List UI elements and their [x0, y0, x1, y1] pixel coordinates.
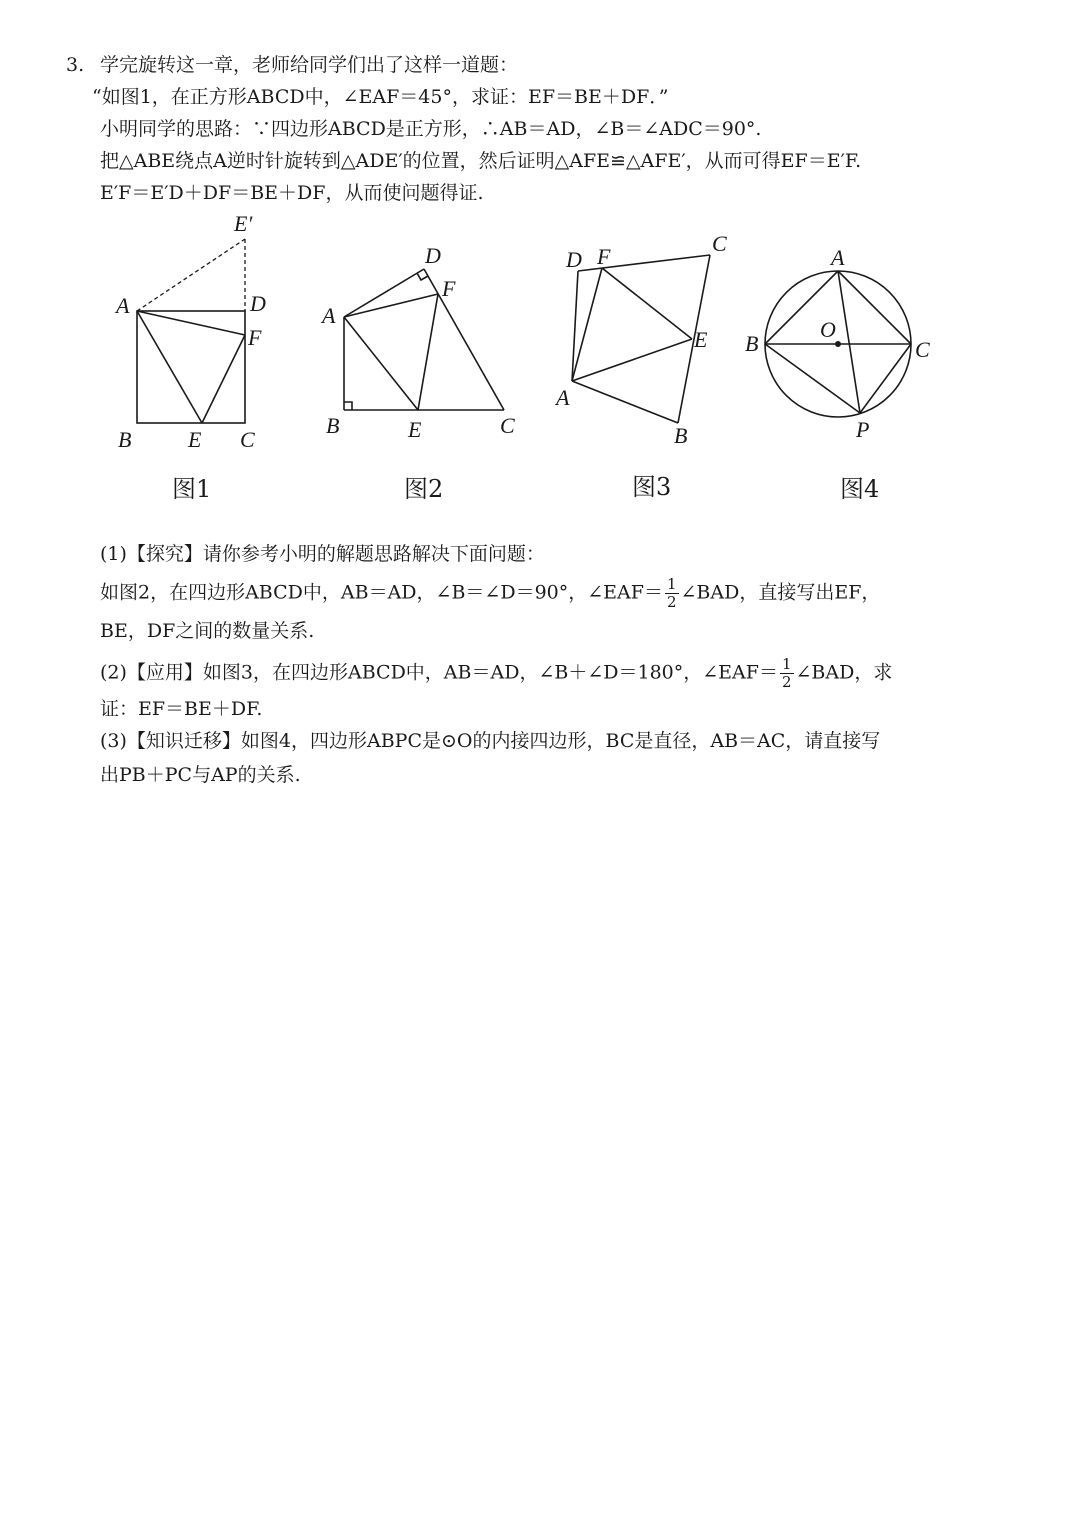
q1-line-2-pre: 如图2，在四边形ABCD中，AB＝AD，∠B＝∠D＝90°，∠EAF＝	[100, 581, 663, 604]
fig4-label-P: P	[856, 417, 870, 442]
fig3-label-D: D	[566, 247, 582, 272]
fig4-caption: 图4	[840, 475, 880, 503]
fig4-line-AC	[838, 271, 911, 344]
fig1-label-B: B	[118, 427, 132, 452]
fig2-line-AF	[344, 294, 438, 317]
fig4-label-C: C	[915, 337, 930, 362]
fig2-label-F: F	[442, 276, 456, 301]
fig3-line-AE	[572, 339, 692, 381]
q2-fraction	[780, 656, 794, 691]
fig2-line-EF	[418, 294, 438, 410]
figure-2	[320, 243, 515, 503]
fig2-line-AD	[344, 269, 424, 317]
fig3-label-A: A	[556, 385, 570, 410]
figure-3	[554, 231, 727, 501]
q1-line-2-post: ∠BAD，直接写出EF，	[680, 581, 881, 604]
figure-1	[114, 211, 266, 503]
q3-line-1: (3)【知识迁移】如图4，四边形ABPC是⊙O的内接四边形，BC是直径，AB＝AC，请直接写	[100, 730, 881, 752]
fig2-label-C: C	[500, 413, 515, 438]
q1-line-3: BE，DF之间的数量关系.	[100, 620, 315, 642]
problem-number: 3.	[66, 54, 85, 76]
fig3-label-F: F	[597, 244, 611, 269]
q2-line-2: 证：EF＝BE＋DF.	[100, 698, 263, 720]
fig4-line-CP	[860, 344, 911, 413]
fig3-label-C: C	[712, 231, 727, 256]
q1-line-1: (1)【探究】请你参考小明的解题思路解决下面问题：	[100, 543, 545, 565]
q2-line-1-post: ∠BAD，求	[795, 661, 893, 684]
figures-row	[100, 205, 1000, 515]
fig1-label-E1: E′	[234, 211, 253, 236]
fig2-line-AE	[344, 317, 418, 410]
fig4-label-O: O	[820, 317, 836, 342]
fig1-line-AF	[137, 311, 245, 335]
q2-frac-den: 2	[781, 673, 792, 691]
q1-line-2	[100, 576, 880, 611]
fig3-label-E: E	[694, 327, 708, 352]
fig1-line-EF	[202, 335, 245, 423]
fig4-label-A: A	[831, 245, 845, 270]
intro-line-1: 学完旋转这一章，老师给同学们出了这样一道题：	[100, 54, 519, 76]
q1-fraction	[665, 576, 679, 611]
figures-svg	[100, 205, 1000, 515]
fig2-right-angle-B	[344, 402, 352, 410]
q1-frac-num: 1	[666, 575, 677, 593]
fig1-label-C: C	[240, 427, 255, 452]
q1-frac-den: 2	[666, 593, 677, 611]
fig2-label-D: D	[425, 243, 441, 268]
q2-frac-num: 1	[781, 655, 792, 673]
fig4-center-dot	[835, 341, 841, 347]
intro-line-5: E′F＝E′D＋DF＝BE＋DF，从而使问题得证.	[100, 182, 484, 204]
fig2-caption: 图2	[404, 475, 444, 503]
fig4-line-BP	[765, 344, 860, 413]
fig4-line-AP	[838, 271, 860, 413]
q2-line-1	[100, 656, 892, 691]
fig1-label-E: E	[188, 427, 202, 452]
figure-4	[745, 245, 930, 503]
fig1-label-A: A	[116, 293, 130, 318]
fig2-label-B: B	[326, 413, 340, 438]
fig4-label-B: B	[745, 331, 759, 356]
fig2-label-A: A	[322, 303, 336, 328]
fig3-caption: 图3	[632, 473, 672, 501]
q2-line-1-pre: (2)【应用】如图3，在四边形ABCD中，AB＝AD，∠B＋∠D＝180°，∠EAF＝	[100, 661, 778, 684]
fig1-label-F: F	[248, 325, 262, 350]
fig1-label-D: D	[250, 291, 266, 316]
fig1-line-AE	[137, 311, 202, 423]
fig2-label-E: E	[408, 417, 422, 442]
fig3-line-BA	[572, 381, 678, 423]
fig2-line-DC	[424, 269, 504, 410]
q3-line-2: 出PB＋PC与AP的关系.	[100, 764, 301, 786]
intro-line-3: 小明同学的思路：∵四边形ABCD是正方形，∴AB＝AD，∠B＝∠ADC＝90°.	[100, 118, 762, 140]
fig1-line-AE1	[137, 239, 245, 311]
fig3-line-FE	[602, 268, 692, 339]
fig1-caption: 图1	[172, 475, 212, 503]
fig3-label-B: B	[674, 423, 688, 448]
intro-line-4: 把△ABE绕点A逆时针旋转到△ADE′的位置，然后证明△AFE≌△AFE′，从而可得EF＝E′F.	[100, 150, 862, 172]
intro-line-2: “如图1，在正方形ABCD中，∠EAF＝45°，求证：EF＝BE＋DF．”	[92, 86, 669, 108]
